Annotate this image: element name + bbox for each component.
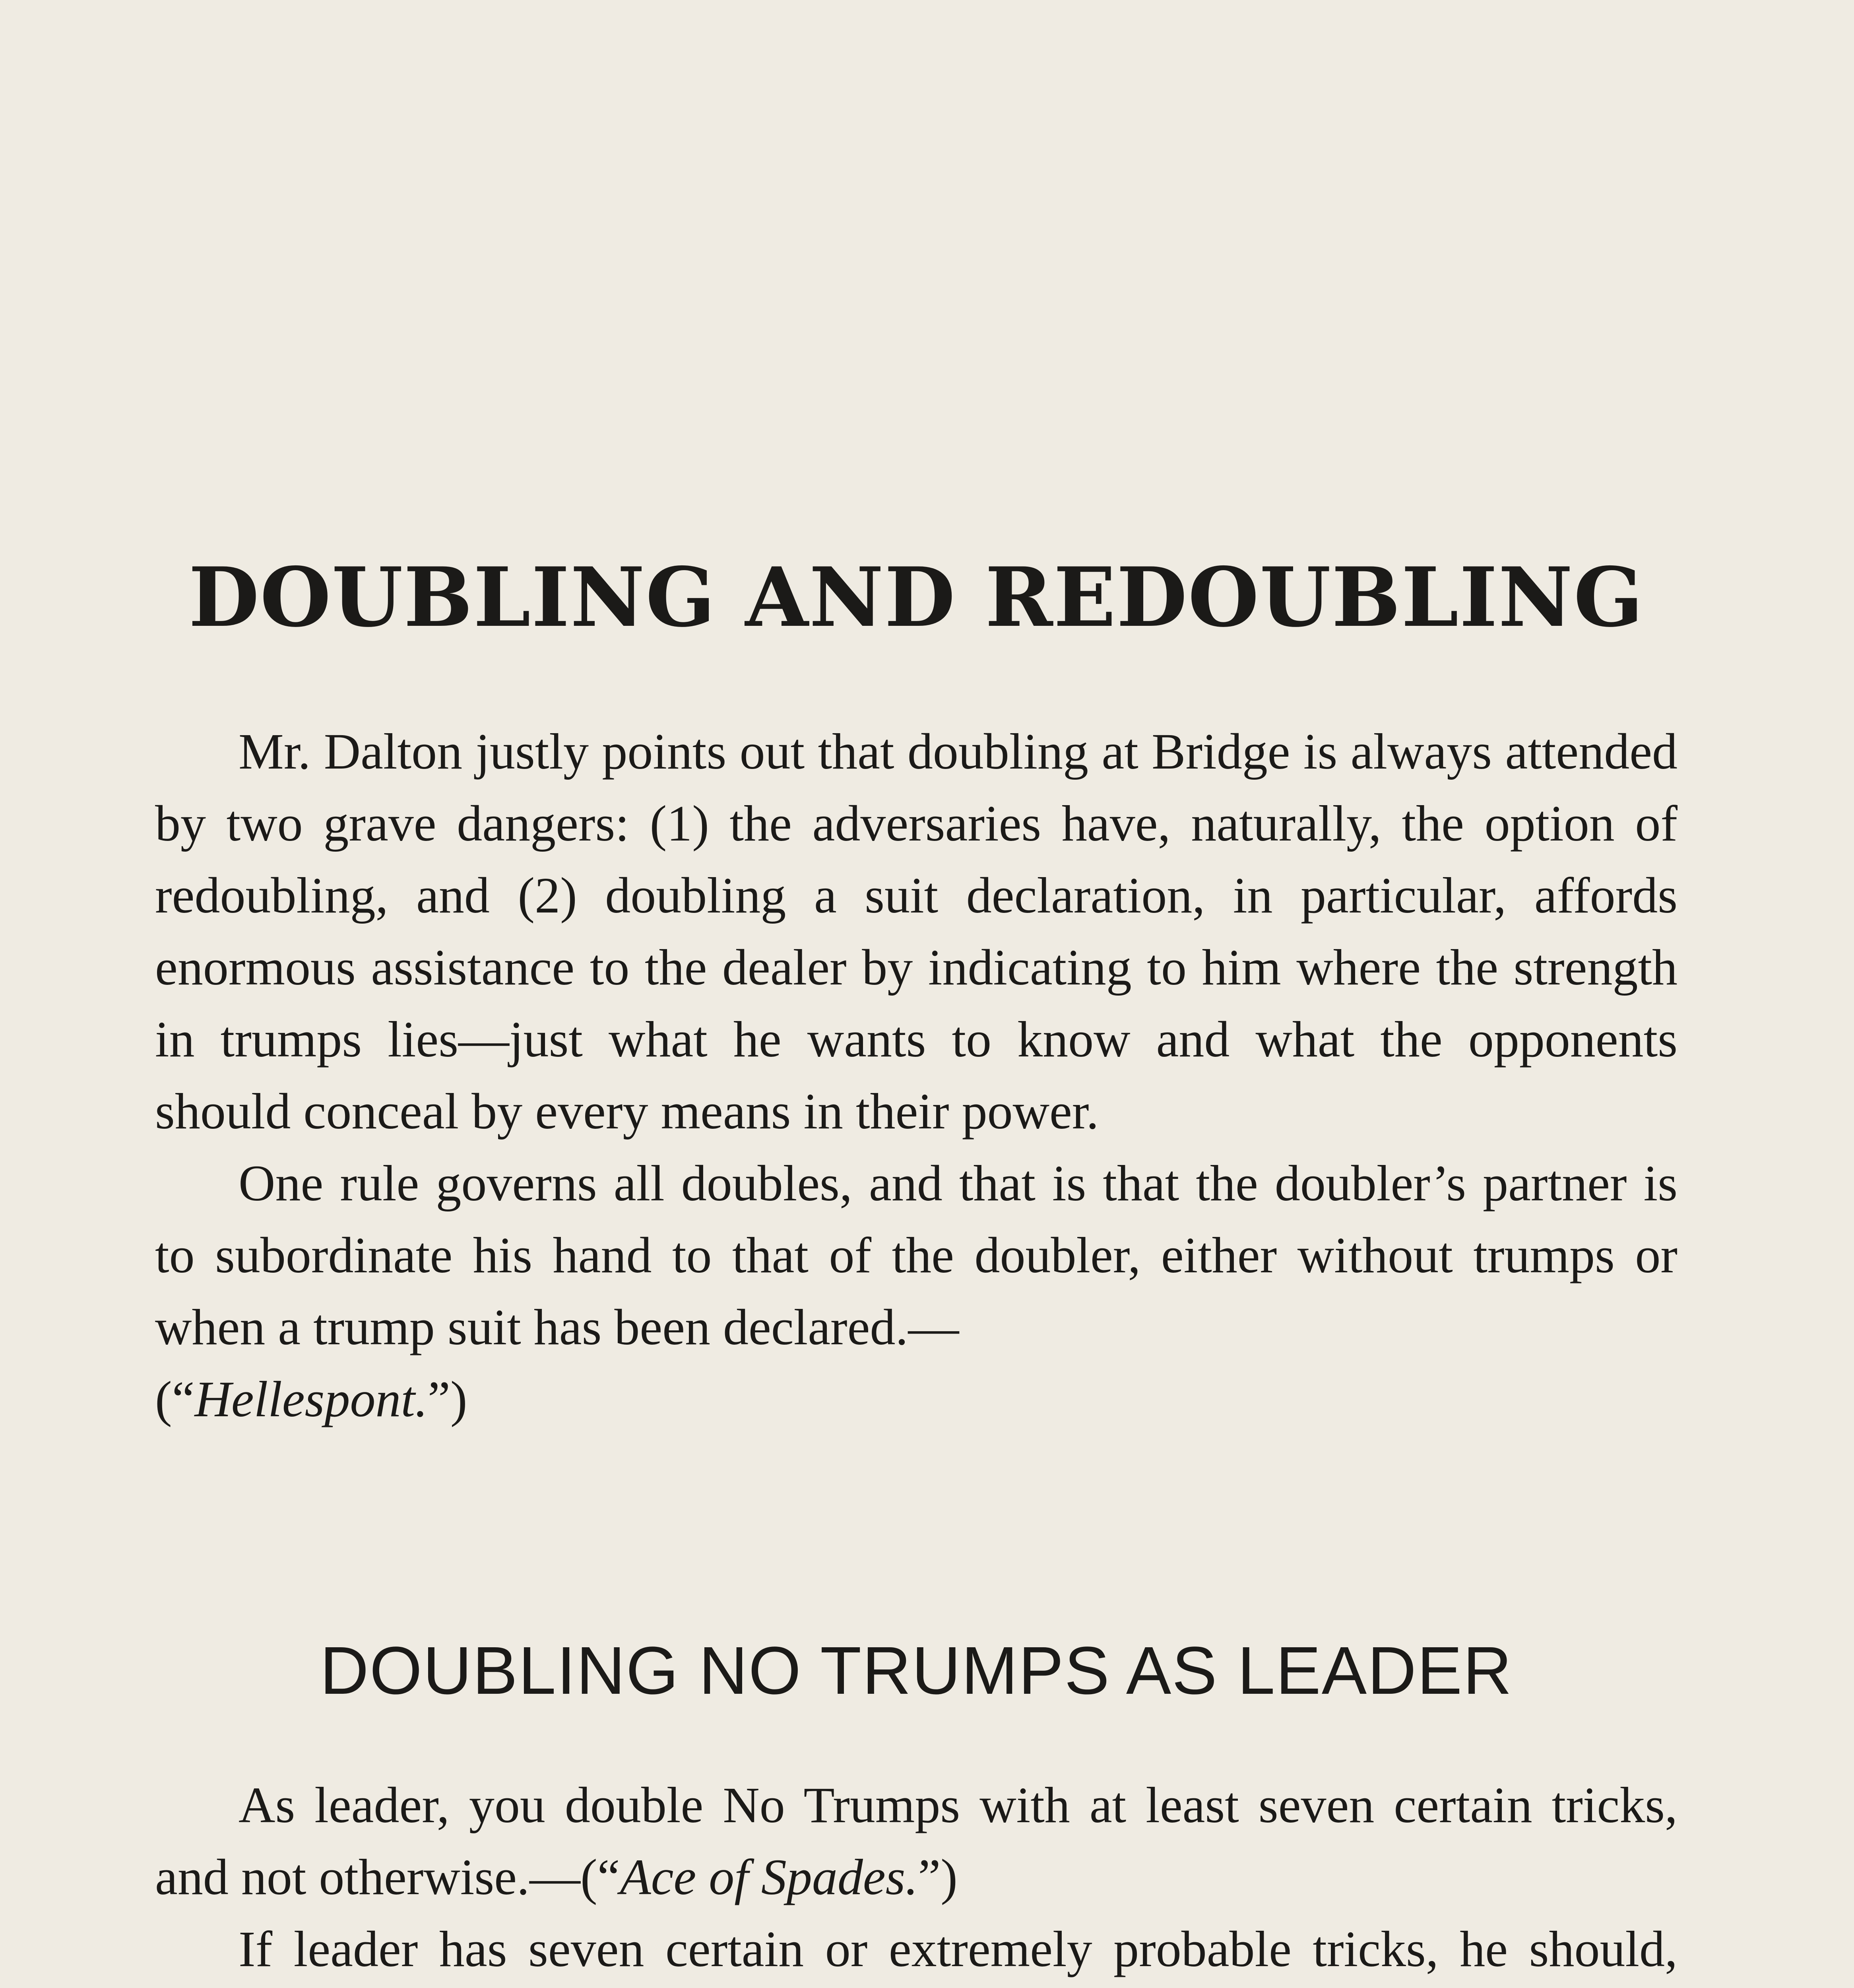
source-attribution: Ace of Spades. — [620, 1849, 918, 1905]
quote-close: ”) — [428, 1371, 467, 1427]
paragraph — [155, 1769, 1678, 1913]
quote-close: ”) — [918, 1849, 958, 1905]
quote-open: (“ — [155, 1371, 195, 1427]
paragraph: Mr. Dalton justly points out that doubling at Bridge is always attended by two grave dangers: (1) the adversaries have, naturally, the option of redoubling, and (2) doubling a suit declaration, in particular, affords enormous assistance to the dealer by indicating to him where the strength in trumps lies—just what he wants to know and what the opponents should conceal by every means in their power. — [155, 723, 1678, 1140]
paragraph-text: As leader, you double No Trumps with at least seven certain tricks, and not otherwise.—(“ — [155, 1777, 1678, 1905]
chapter-heading: DOUBLING AND REDOUBLING — [188, 550, 1644, 645]
section-heading: DOUBLING NO TRUMPS AS LEADER — [320, 1633, 1513, 1708]
paragraph: If leader has seven certain or extremely probable tricks, he should, — [239, 1921, 1678, 1977]
paragraph — [155, 1147, 1678, 1435]
section-doubling-no-trumps — [155, 1769, 1678, 1988]
source-attribution: Hellespont. — [194, 1371, 428, 1427]
paragraph-text: One rule governs all doubles, and that is that the doubler’s partner is to subordinate his hand to that of the doubler, either without trumps or when a trump suit has been declared.— — [155, 1155, 1678, 1355]
section-doubling-and-redoubling — [155, 716, 1678, 1435]
